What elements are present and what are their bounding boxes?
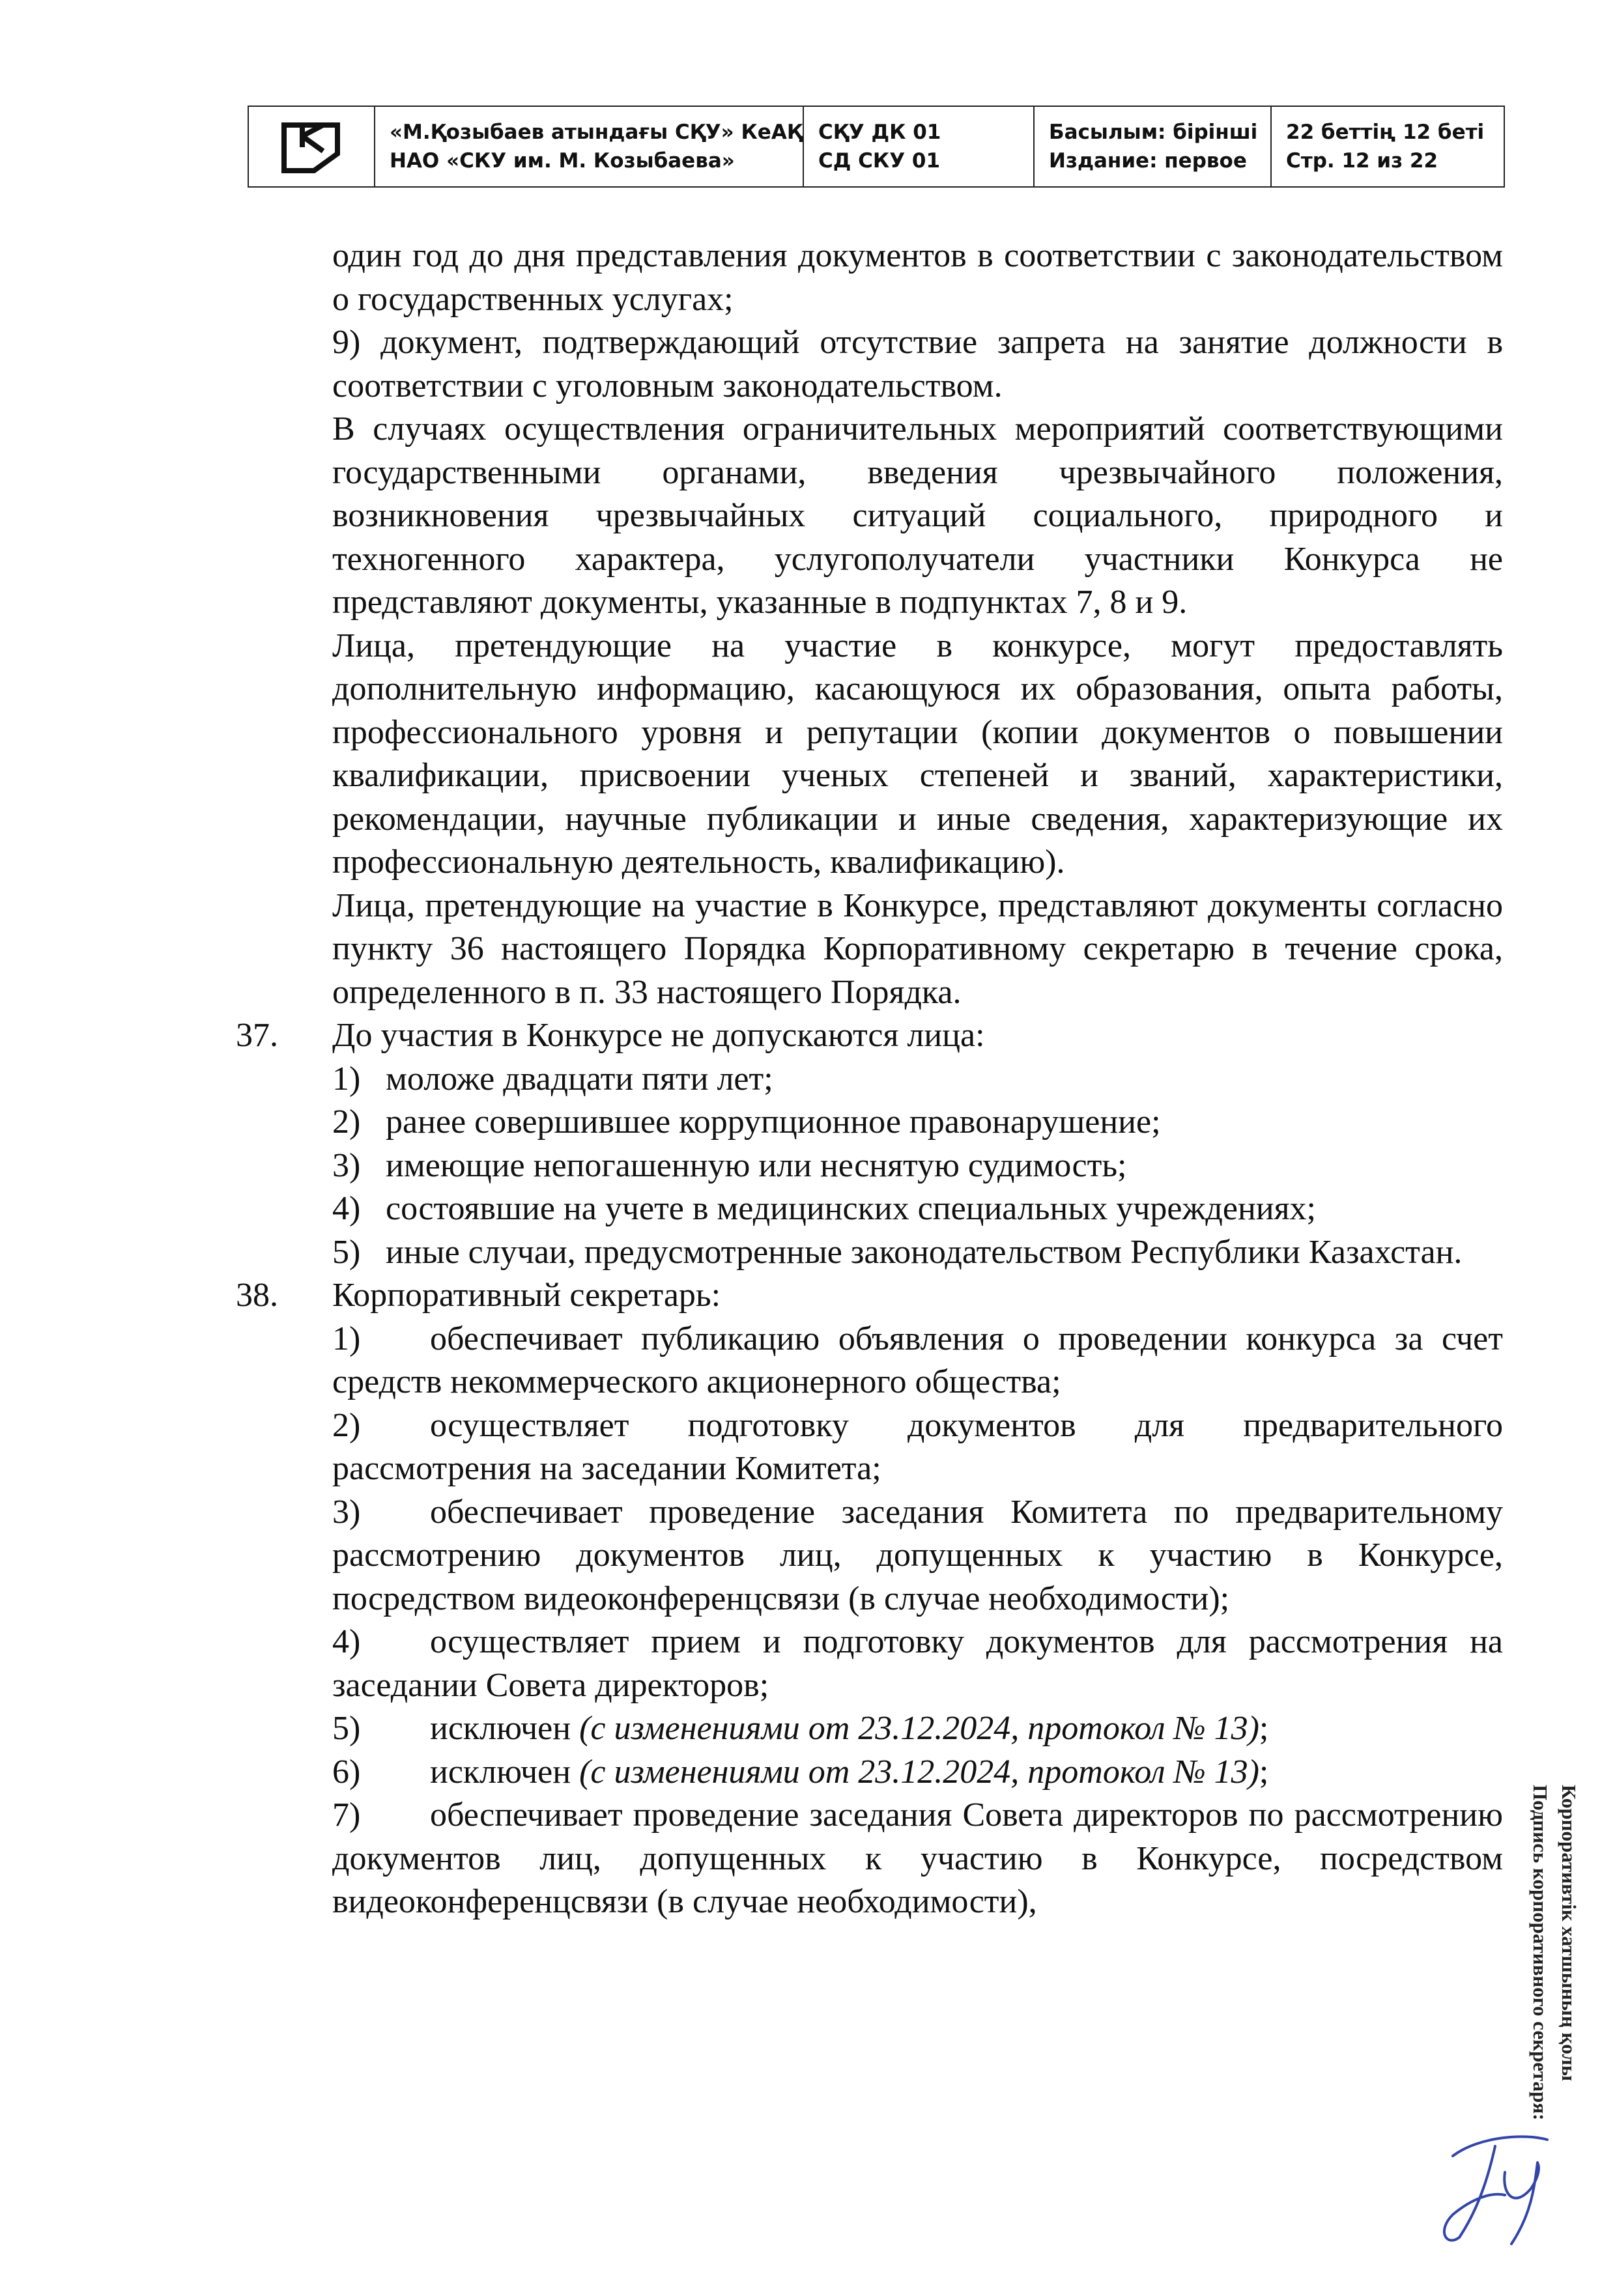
list-item-marker: 4) <box>332 1190 361 1227</box>
section-number: 38. <box>236 1277 278 1314</box>
list-item-marker: 4) <box>332 1623 361 1660</box>
list-item-text: имеющие непогашенную или неснятую судимость; <box>386 1146 1127 1184</box>
doc-code-kk: СҚУ ДК 01 <box>818 120 941 144</box>
list-item-text: состоявшие на учете в медицинских специальных учреждениях; <box>386 1190 1316 1227</box>
page-number-cell <box>1270 107 1504 186</box>
list-item-end: ; <box>1259 1753 1269 1791</box>
list-item-marker: 5) <box>332 1233 361 1271</box>
list-item-text: иные случаи, предусмотренные законодательством Республики Казахстан. <box>386 1233 1463 1271</box>
signature-caption-ru: Подпись корпоративного секретаря: <box>1529 1785 1552 2121</box>
list-item-marker: 6) <box>332 1753 361 1791</box>
section-38-title <box>236 1274 1503 1318</box>
edition-ru: Издание: первое <box>1049 149 1247 173</box>
paragraph: Лица, претендующие на участие в конкурсе, могут предоставлять дополнительную информацию, касающуюся их образования, опыта работы, профессионального уровня и репутации (копии документов о повышении квалификации, присвоении ученых степеней и званий, характеристики, рекомендации, научные публикации и иные сведения, характеризующие их профессиональную деятельность, квалификацию). <box>332 627 1503 881</box>
list-item <box>332 1058 1503 1101</box>
list-item <box>332 1621 1503 1707</box>
paragraph: В случаях осуществления ограничительных мероприятий соответствующими государственными органами, введения чрезвычайного положения, возникновения чрезвычайных ситуаций социального, природного и техногенного характера, услугополучатели участники Конкурса не представляют документы, указанные в подпунктах 7, 8 и 9. <box>332 410 1503 621</box>
section-title: До участия в Конкурсе не допускаются лица: <box>332 1017 985 1054</box>
paragraph: 9) документ, подтверждающий отсутствие запрета на занятие должности в соответствии с уголовным законодательством. <box>332 324 1503 404</box>
section-37-list <box>0 1058 1615 1275</box>
list-item-marker: 1) <box>332 1060 361 1098</box>
section-number: 37. <box>236 1017 278 1054</box>
paragraph: один год до дня представления документов в соответствии с законодательством о государственных услугах; <box>332 237 1503 318</box>
list-item-text: обеспечивает проведение заседания Совета директоров по рассмотрению документов лиц, допущенных к участию в Конкурсе, посредством видеоконференцсвязи (в случае необходимости), <box>332 1796 1503 1920</box>
amendment-note: (с изменениями от 23.12.2024, протокол № 13) <box>579 1753 1259 1791</box>
list-item <box>332 1318 1503 1404</box>
edition-kk: Басылым: бірінші <box>1049 120 1258 144</box>
list-item-text: ранее совершившее коррупционное правонарушение; <box>386 1103 1161 1141</box>
org-name-ru: НАО «СКУ им. М. Козыбаева» <box>390 149 735 173</box>
doc-code-ru: СД СКУ 01 <box>818 149 941 173</box>
list-item-text: осуществляет подготовку документов для предварительного рассмотрения на заседании Комитета; <box>332 1406 1503 1487</box>
section-37-title <box>236 1014 1503 1058</box>
list-item <box>332 1404 1503 1491</box>
doc-code-cell <box>803 107 1033 186</box>
org-name-kk: «М.Қозыбаев атындағы СҚУ» КеАҚ <box>390 120 803 144</box>
signature-caption-kk: Корпоративтік хатшының қолы <box>1558 1785 1580 2082</box>
section-title: Корпоративный секретарь: <box>332 1277 721 1314</box>
paragraph: Лица, претендующие на участие в Конкурсе, представляют документы согласно пункту 36 настоящего Порядка Корпоративному секретарю в течение срока, определенного в п. 33 настоящего Порядка. <box>332 886 1503 1011</box>
edition-cell <box>1033 107 1270 186</box>
list-item-marker: 3) <box>332 1146 361 1184</box>
logo-cell <box>249 107 374 186</box>
list-item-marker: 3) <box>332 1493 361 1531</box>
list-item <box>332 1794 1503 1924</box>
section-38-list <box>0 1318 1615 1924</box>
list-item-marker: 1) <box>332 1320 361 1357</box>
list-item <box>332 1187 1503 1231</box>
list-item <box>332 1707 1503 1751</box>
list-item <box>332 1491 1503 1621</box>
amendment-note: (с изменениями от 23.12.2024, протокол № 13) <box>579 1710 1259 1747</box>
list-item-text: исключен <box>430 1710 580 1747</box>
list-item <box>332 1231 1503 1275</box>
list-item-text: обеспечивает проведение заседания Комитета по предварительному рассмотрению документов лиц, допущенных к участию в Конкурсе, посредством видеоконференцсвязи (в случае необходимости); <box>332 1493 1503 1617</box>
list-item <box>332 1751 1503 1794</box>
document-header <box>248 106 1505 188</box>
list-item-text: моложе двадцати пяти лет; <box>386 1060 773 1098</box>
university-logo-icon <box>280 119 343 175</box>
list-item <box>332 1101 1503 1144</box>
list-item-marker: 2) <box>332 1103 361 1141</box>
list-item-marker: 7) <box>332 1796 361 1834</box>
list-item-end: ; <box>1259 1710 1269 1747</box>
document-body <box>0 234 1615 1924</box>
page-number-kk: 22 беттің 12 беті <box>1286 120 1485 144</box>
list-item-marker: 2) <box>332 1406 361 1444</box>
list-item-marker: 5) <box>332 1710 361 1747</box>
list-item-text: обеспечивает публикацию объявления о проведении конкурса за счет средств некоммерческого акционерного общества; <box>332 1320 1503 1400</box>
list-item <box>332 1144 1503 1188</box>
org-cell <box>374 107 803 186</box>
list-item-text: осуществляет прием и подготовку документов для рассмотрения на заседании Совета директоров; <box>332 1623 1503 1704</box>
page-number-ru: Стр. 12 из 22 <box>1286 149 1438 173</box>
list-item-text: исключен <box>430 1753 580 1791</box>
handwritten-signature <box>1433 2117 1557 2254</box>
